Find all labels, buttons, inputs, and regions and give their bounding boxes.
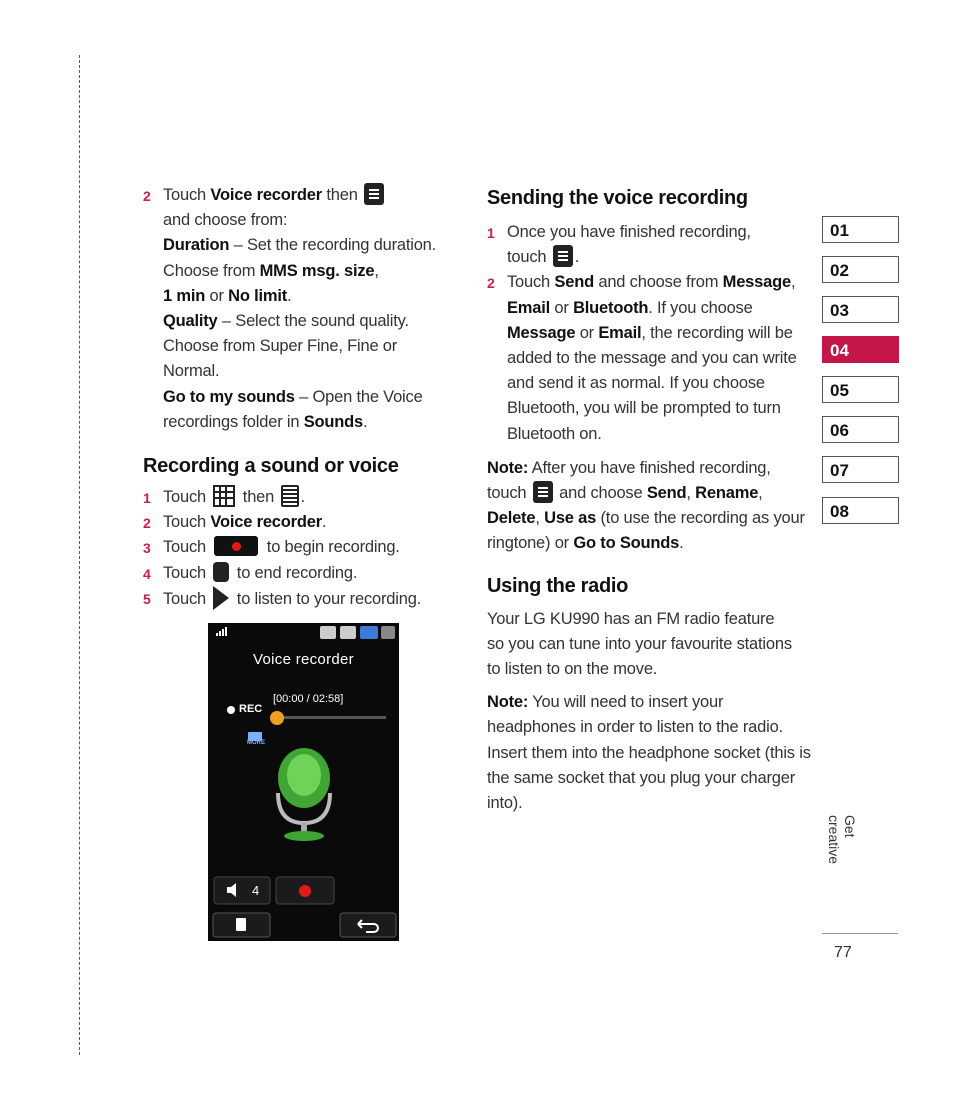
volume-button[interactable]	[214, 877, 270, 904]
radio-text: Your LG KU990 has an FM radio feature so you can tune into your favourite stations to listen to on the move.	[487, 609, 792, 679]
chapter-tab-07[interactable]: 07	[822, 456, 899, 483]
phone-title: Voice recorder	[253, 651, 354, 668]
chapter-tab-04[interactable]: 04	[822, 336, 899, 363]
chapter-tab-03[interactable]: 03	[822, 296, 899, 323]
step-2-intro: 2 Touch Voice recorder then and choose from: Duration – Set the recording duration. Choose from MMS msg. size, 1 min or No limit. Quality – Select the sound quality. Choose from Super Fine, Fine or Normal. Go to my sounds – Open the Voice recordings folder in Sounds.	[143, 183, 453, 435]
microphone-icon	[278, 748, 330, 841]
record-icon	[299, 885, 311, 897]
phone-screenshot	[208, 623, 399, 941]
right-column	[487, 185, 812, 816]
chapter-tabs	[822, 216, 899, 537]
rec-label: REC	[239, 703, 263, 715]
chapter-tab-06[interactable]: 06	[822, 416, 899, 443]
record-button-icon	[214, 536, 258, 556]
footer-rule	[822, 933, 898, 934]
time-readout: [00:00 / 02:58]	[273, 693, 344, 705]
go-to-my-sounds-label: Go to my sounds	[163, 387, 295, 406]
progress-track	[276, 716, 386, 719]
send-step-2: 2 Touch Send and choose from Message, Email or Bluetooth. If you choose Message or Email, the recording will be added to the message and you can write and send it as normal. If you choose Bluetooth, you will be prompted to turn Bluetooth on.	[487, 273, 797, 443]
chapter-tab-05[interactable]: 05	[822, 376, 899, 403]
send-step-1: 1 Once you have finished recording, touch .	[487, 223, 751, 267]
menu-icon	[553, 245, 573, 267]
grid-menu-icon	[213, 485, 235, 507]
cut-line	[79, 55, 80, 1055]
quality-label: Quality	[163, 312, 218, 331]
section-heading-recording: Recording a sound or voice	[143, 455, 399, 478]
step-number: 2	[143, 188, 151, 204]
play-icon	[213, 586, 229, 610]
volume-level: 4	[252, 883, 260, 898]
phone-screen	[208, 623, 399, 941]
left-column	[143, 183, 453, 612]
menu-icon	[364, 183, 384, 205]
status-icon	[320, 626, 336, 639]
menu-button-icon	[236, 918, 246, 931]
rec-step-3: 3 Touch to begin recording.	[143, 538, 400, 557]
music-icon	[340, 626, 356, 639]
chapter-tab-02[interactable]: 02	[822, 256, 899, 283]
chapter-tab-01[interactable]: 01	[822, 216, 899, 243]
rec-dot-icon	[227, 706, 235, 714]
progress-knob	[270, 711, 284, 725]
section-heading-radio: Using the radio	[487, 574, 629, 597]
signal-icon	[216, 627, 227, 636]
more-label: MORE	[247, 740, 265, 746]
applications-icon	[281, 485, 299, 507]
rec-step-4: 4 Touch to end recording.	[143, 563, 358, 582]
rec-step-5: 5 Touch to listen to your recording.	[143, 586, 453, 612]
duration-label: Duration	[163, 236, 230, 255]
rec-step-1: 1 Touch then .	[143, 485, 453, 510]
side-chapter-label: Get creative	[826, 815, 858, 865]
chapter-tab-08[interactable]: 08	[822, 497, 899, 524]
stop-icon	[213, 562, 229, 582]
page-number: 77	[834, 944, 852, 961]
battery-icon	[360, 626, 378, 639]
rec-step-2: 2 Touch Voice recorder.	[143, 513, 327, 532]
note-after-recording: Note: After you have finished recording, touch and choose Send, Rename, Delete, Use as (to use the recording as your ringtone) or Go to Sounds.	[487, 458, 805, 553]
menu-icon	[533, 481, 553, 503]
note-headphones: Note: You will need to insert your headphones in order to listen to the radio. Insert them into the headphone socket (this is the same socket that you plug your charger into).	[487, 693, 811, 813]
section-heading-sending: Sending the voice recording	[487, 187, 748, 209]
apps-grid-icon	[381, 626, 395, 639]
